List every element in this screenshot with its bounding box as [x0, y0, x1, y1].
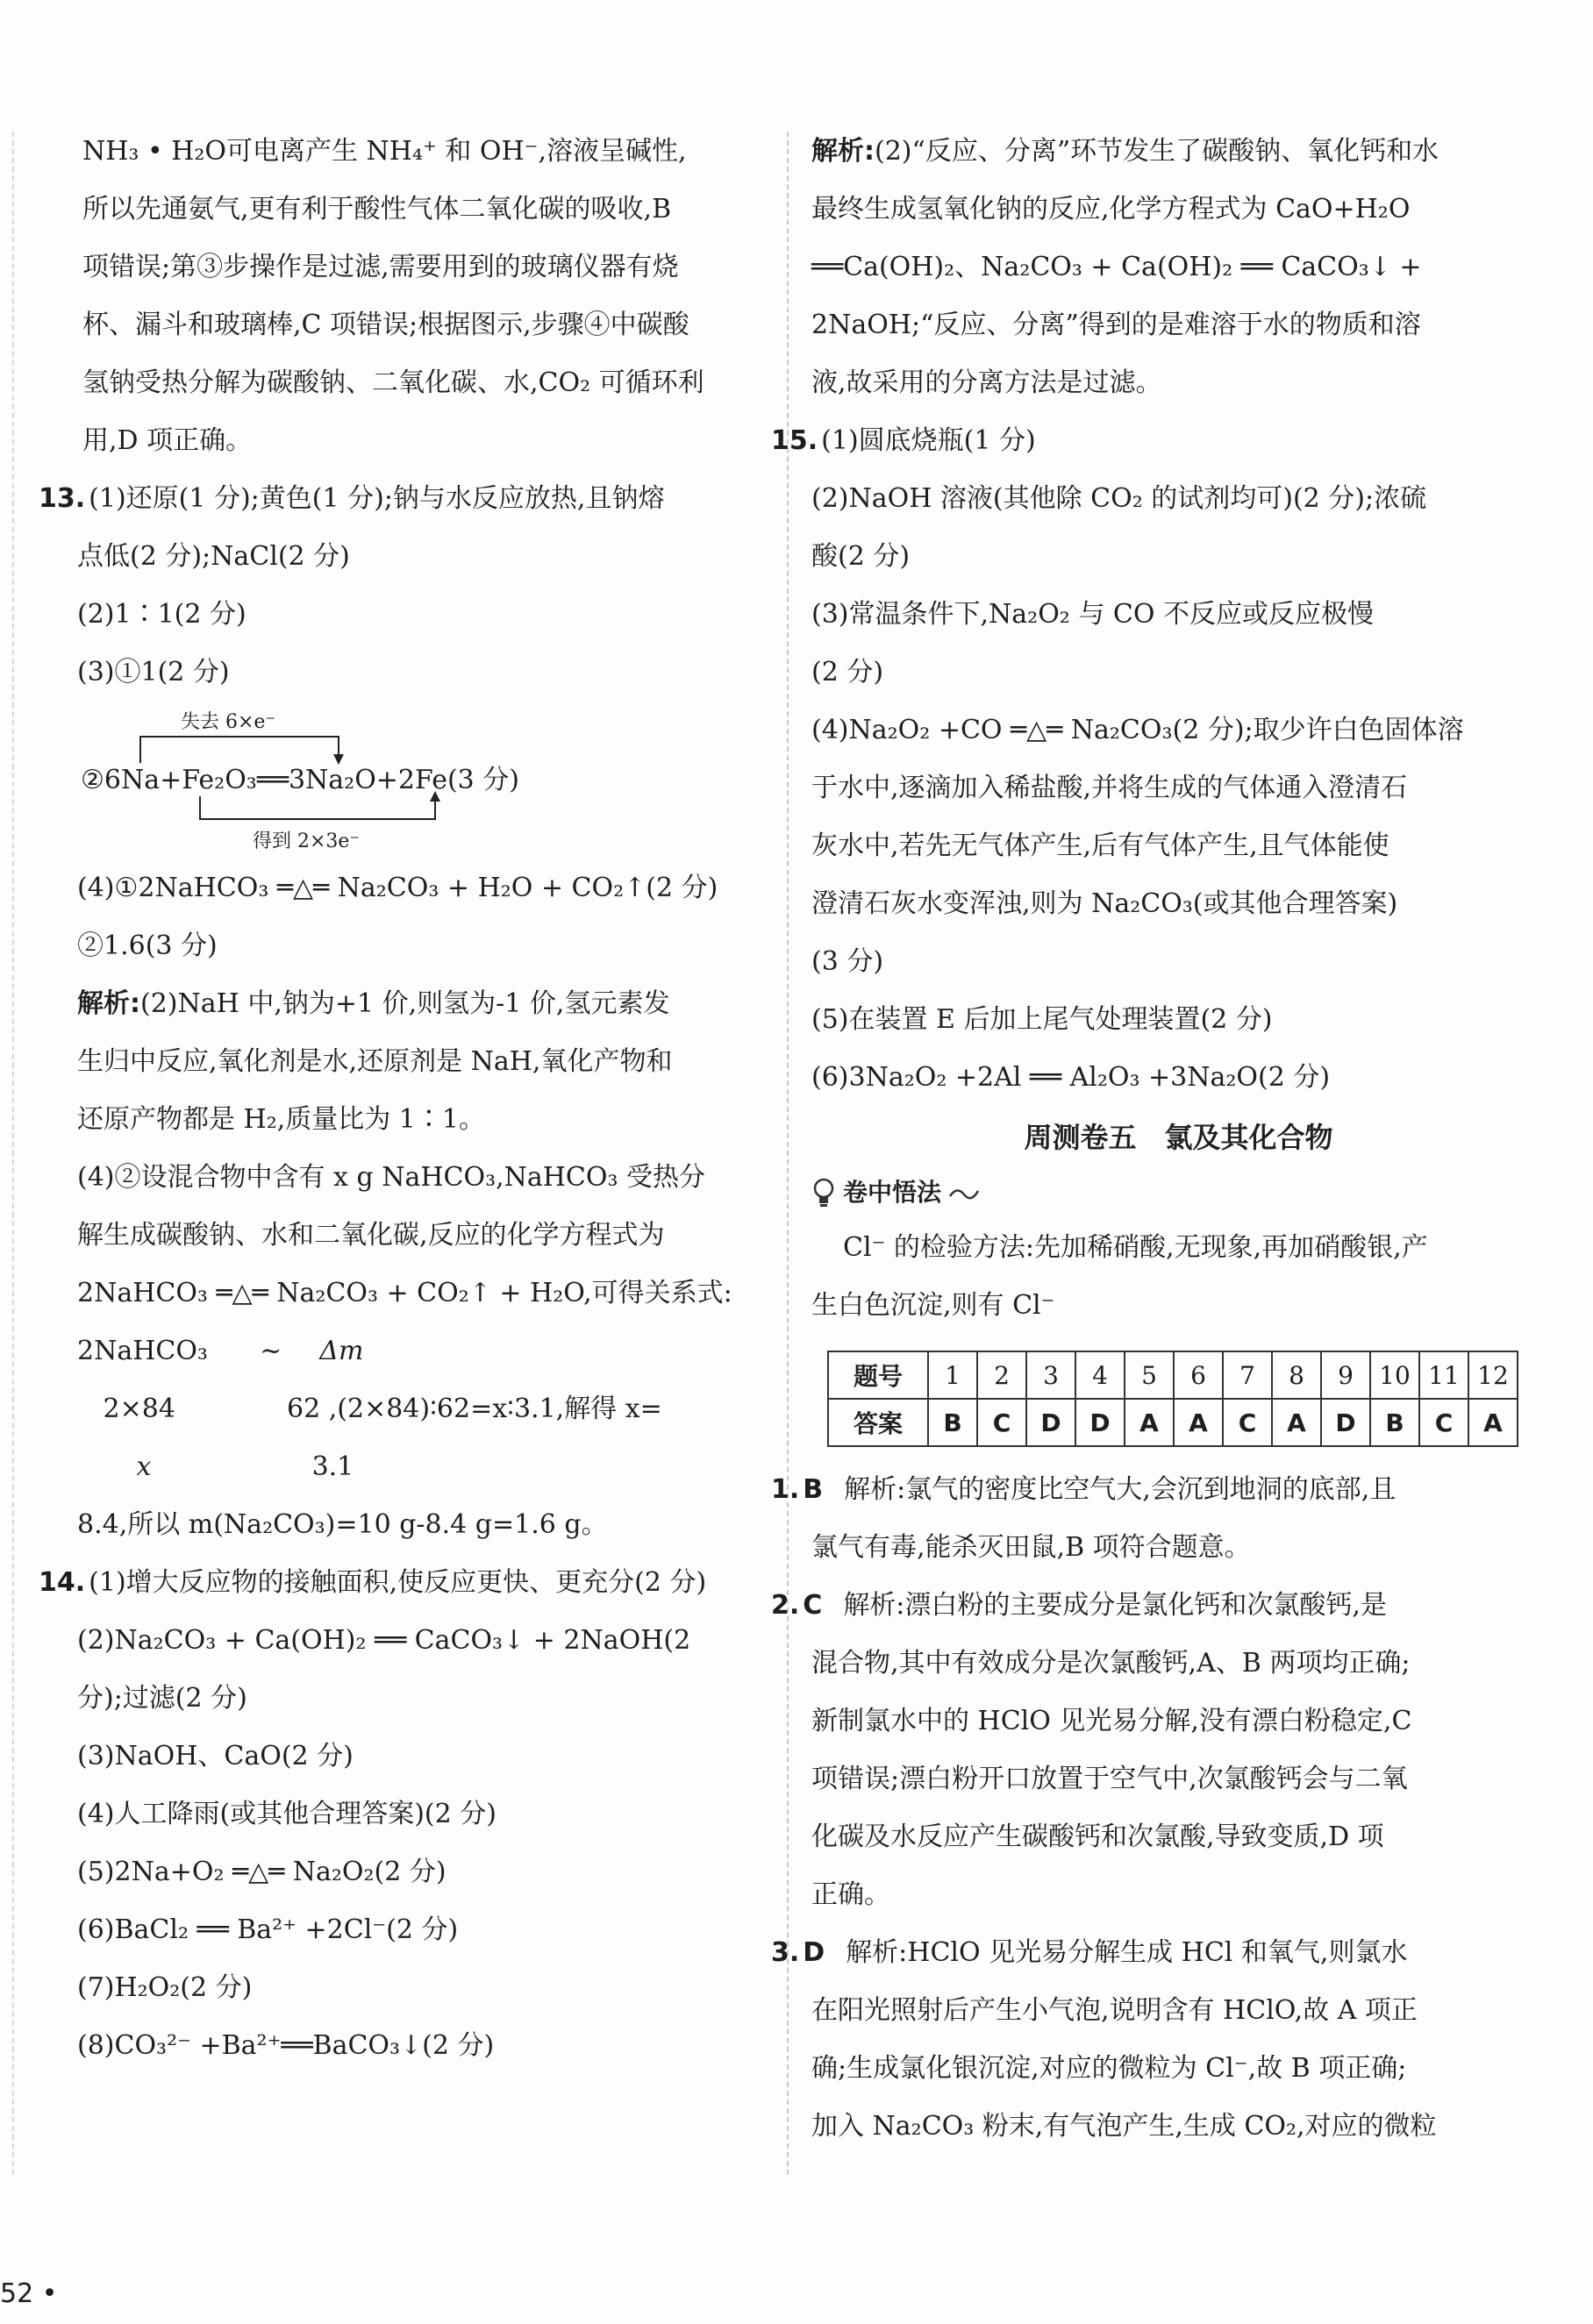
explanation-text: (2)“反应、分离”环节发生了碳酸钠、氧化钙和水 [875, 136, 1439, 167]
table-cell: 8 [1272, 1351, 1321, 1399]
text-line: 于水中,逐滴加入稀盐酸,并将生成的气体通入澄清石 [811, 773, 1408, 803]
text-line: Cl⁻ 的检验方法:先加稀硝酸,无现象,再加硝酸银,产 [843, 1232, 1428, 1263]
text-line: (4)①2NaHCO₃ ═△═ Na₂CO₃ + H₂O + CO₂↑(2 分) [77, 873, 718, 903]
text-line: (3)①1(2 分) [77, 657, 230, 688]
text-line: 还原产物都是 H₂,质量比为 1∶1。 [77, 1104, 485, 1135]
table-cell: B [1370, 1399, 1419, 1446]
text-line: 项错误;漂白粉开口放置于空气中,次氯酸钙会与二氧 [811, 1764, 1408, 1794]
electron-transfer-diagram [77, 702, 763, 859]
relation-term: 3.1 [311, 1451, 354, 1482]
answer-item [771, 1577, 1546, 1635]
text-line: 正确。 [811, 1879, 890, 1910]
text-line: 杯、漏斗和玻璃棒,C 项错误;根据图示,步骤④中碳酸 [82, 310, 689, 340]
table-cell: 1 [928, 1351, 977, 1399]
text-line: (4)②设混合物中含有 x g NaHCO₃,NaHCO₃ 受热分 [77, 1162, 706, 1193]
table-cell: 7 [1223, 1351, 1272, 1399]
table-cell: 2 [977, 1351, 1026, 1399]
text-line: 确;生成氯化银沉淀,对应的微粒为 Cl⁻,故 B 项正确; [811, 2053, 1407, 2084]
relation-term: 62 ,(2×84)∶62=x∶3.1,解得 x= [287, 1394, 662, 1424]
left-edge-divider [12, 132, 14, 2175]
text-line: 生归中反应,氧化剂是水,还原剂是 NaH,氧化产物和 [77, 1046, 673, 1077]
table-cell: D [1075, 1399, 1125, 1446]
table-cell: 4 [1075, 1351, 1125, 1399]
table-cell: A [1174, 1399, 1223, 1446]
relation-term: ~ [260, 1336, 282, 1366]
text-line: 项错误;第③步操作是过滤,需要用到的玻璃仪器有烧 [82, 252, 679, 282]
explanation-label: 解析: [77, 988, 140, 1019]
text-line: 点低(2 分);NaCl(2 分) [77, 541, 350, 572]
table-cell: C [1223, 1399, 1272, 1446]
table-cell: 12 [1468, 1351, 1518, 1399]
tip-label: 卷中悟法 [843, 1178, 942, 1207]
table-cell: C [1419, 1399, 1468, 1446]
text-line: (6)BaCl₂ ══ Ba²⁺ +2Cl⁻(2 分) [77, 1914, 459, 1945]
text-line: 氯气有毒,能杀灭田鼠,B 项符合题意。 [811, 1532, 1251, 1563]
explanation-text: (2)NaH 中,钠为+1 价,则氢为-1 价,氢元素发 [140, 988, 670, 1019]
table-cell: B [928, 1399, 977, 1446]
text-line: 解生成碳酸钠、水和二氧化碳,反应的化学方程式为 [77, 1220, 665, 1251]
answer-table-row [828, 1351, 1518, 1399]
table-cell: A [1125, 1399, 1174, 1446]
left-column [39, 123, 763, 2075]
text-line: 澄清石灰水变浑浊,则为 Na₂CO₃(或其他合理答案) [811, 888, 1398, 919]
explanation-line [77, 975, 763, 1033]
text-line: ②1.6(3 分) [77, 930, 218, 961]
text-line: (7)H₂O₂(2 分) [77, 1972, 253, 2003]
table-cell: 3 [1026, 1351, 1075, 1399]
question-number: 14. [39, 1567, 86, 1598]
text-line: (3)NaOH、CaO(2 分) [77, 1741, 354, 1772]
table-header: 答案 [828, 1399, 928, 1446]
text-line: (2)NaOH 溶液(其他除 CO₂ 的试剂均可)(2 分);浓硫 [811, 483, 1427, 514]
answer-text: 解析:HClO 见光易分解生成 HCl 和氧气,则氯水 [846, 1937, 1408, 1968]
text-line: 加入 Na₂CO₃ 粉末,有气泡产生,生成 CO₂,对应的微粒 [811, 2111, 1437, 2142]
q13-text: (1)还原(1 分);黄色(1 分);钠与水反应放热,且钠熔 [89, 483, 665, 514]
text-line: (2 分) [811, 657, 884, 688]
lose-electrons-label: 失去 6×e⁻ [181, 711, 276, 733]
lightbulb-icon [811, 1178, 836, 1208]
relation-line [77, 1322, 763, 1380]
explanation-label: 解析: [811, 136, 875, 167]
answer-table-row [828, 1399, 1518, 1446]
text-line: (6)3Na₂O₂ +2Al ══ Al₂O₃ +3Na₂O(2 分) [811, 1062, 1331, 1093]
q15-text: (1)圆底烧瓶(1 分) [821, 425, 1036, 456]
text-line: 最终生成氢氧化钠的反应,化学方程式为 CaO+H₂O [811, 194, 1411, 225]
relation-term: 2NaHCO₃ [77, 1336, 208, 1366]
text-line: 8.4,所以 m(Na₂CO₃)=10 g-8.4 g=1.6 g。 [77, 1509, 608, 1540]
question-number: 2. [771, 1590, 800, 1621]
question-number: 1. [771, 1474, 800, 1505]
question-number: 3. [771, 1937, 800, 1968]
text-line: 新制氯水中的 HClO 见光易分解,没有漂白粉稳定,C [811, 1706, 1412, 1736]
relation-line [77, 1438, 763, 1496]
answer-text: 解析:氯气的密度比空气大,会沉到地洞的底部,且 [844, 1474, 1397, 1505]
table-cell: C [977, 1399, 1026, 1446]
table-cell: 5 [1125, 1351, 1174, 1399]
table-cell: 6 [1174, 1351, 1223, 1399]
text-line: 分);过滤(2 分) [77, 1683, 247, 1714]
answer-table [827, 1351, 1518, 1447]
answer-letter: D [803, 1937, 825, 1968]
relation-term: x [136, 1451, 152, 1482]
q13-line [39, 470, 763, 528]
reaction-equation: ②6Na+Fe₂O₃══3Na₂O+2Fe(3 分) [81, 765, 519, 795]
relation-term: 2×84 [103, 1394, 175, 1424]
text-line: (3 分) [811, 946, 884, 977]
text-line: 生白色沉淀,则有 Cl⁻ [811, 1290, 1055, 1321]
answer-item [771, 1461, 1546, 1519]
right-column [771, 123, 1546, 2156]
answer-item [771, 1924, 1546, 1982]
text-line: (2)1∶1(2 分) [77, 599, 246, 630]
q15-line [771, 412, 1546, 470]
text-line: (5)2Na+O₂ ═△═ Na₂O₂(2 分) [77, 1857, 446, 1887]
table-cell: A [1468, 1399, 1518, 1446]
text-line: 灰水中,若先无气体产生,后有气体产生,且气体能使 [811, 831, 1389, 861]
text-line: 混合物,其中有效成分是次氯酸钙,A、B 两项均正确; [811, 1648, 1411, 1679]
table-cell: D [1026, 1399, 1075, 1446]
table-cell: A [1272, 1399, 1321, 1446]
text-line: 氢钠受热分解为碳酸钠、二氧化碳、水,CO₂ 可循环利 [82, 367, 704, 398]
table-cell: 10 [1370, 1351, 1419, 1399]
answer-letter: C [803, 1590, 823, 1621]
text-line: (5)在装置 E 后加上尾气处理装置(2 分) [811, 1004, 1273, 1035]
question-number: 15. [771, 425, 818, 456]
text-line: 在阳光照射后产生小气泡,说明含有 HClO,故 A 项正 [811, 1995, 1418, 2026]
answer-letter: B [803, 1474, 824, 1505]
text-line: (4)人工降雨(或其他合理答案)(2 分) [77, 1799, 496, 1829]
text-line: 酸(2 分) [811, 541, 911, 572]
tip-header [811, 1166, 980, 1219]
text-line: 2NaOH;“反应、分离”得到的是难溶于水的物质和溶 [811, 310, 1421, 340]
question-number: 13. [39, 483, 86, 514]
q14-line [39, 1554, 763, 1612]
text-line: NH₃ • H₂O可电离产生 NH₄⁺ 和 OH⁻,溶液呈碱性, [82, 136, 687, 167]
relation-term: Δm [319, 1336, 364, 1366]
text-line: (8)CO₃²⁻ +Ba²⁺══BaCO₃↓(2 分) [77, 2030, 495, 2061]
text-line: (2)Na₂CO₃ + Ca(OH)₂ ══ CaCO₃↓ + 2NaOH(2 [77, 1625, 691, 1656]
table-header: 题号 [828, 1351, 928, 1399]
relation-line [77, 1380, 763, 1438]
answer-text: 解析:漂白粉的主要成分是氯化钙和次氯酸钙,是 [843, 1590, 1387, 1621]
q14-text: (1)增大反应物的接触面积,使反应更快、更充分(2 分) [89, 1567, 707, 1598]
text-line: 化碳及水反应产生碳酸钙和次氯酸,导致变质,D 项 [811, 1821, 1384, 1852]
text-line: 液,故采用的分离方法是过滤。 [811, 367, 1162, 398]
table-cell: D [1321, 1399, 1370, 1446]
text-line: 用,D 项正确。 [82, 425, 253, 456]
text-line: (3)常温条件下,Na₂O₂ 与 CO 不反应或反应极慢 [811, 599, 1374, 630]
table-cell: 11 [1419, 1351, 1468, 1399]
explanation-line [811, 123, 1546, 181]
wave-icon [948, 1184, 980, 1201]
section-title: 周测卷五 氯及其化合物 [1024, 1121, 1333, 1154]
table-cell: 9 [1321, 1351, 1370, 1399]
page-number: 52 • [0, 2278, 58, 2309]
gain-electrons-label: 得到 2×3e⁻ [253, 831, 361, 852]
text-line: 所以先通氨气,更有利于酸性气体二氧化碳的吸收,B [82, 194, 672, 225]
text-line: ══Ca(OH)₂、Na₂CO₃ + Ca(OH)₂ ══ CaCO₃↓ + [811, 252, 1422, 282]
text-line: 2NaHCO₃ ═△═ Na₂CO₃ + CO₂↑ + H₂O,可得关系式: [77, 1278, 732, 1308]
text-line: (4)Na₂O₂ +CO ═△═ Na₂CO₃(2 分);取少许白色固体溶 [811, 715, 1464, 745]
